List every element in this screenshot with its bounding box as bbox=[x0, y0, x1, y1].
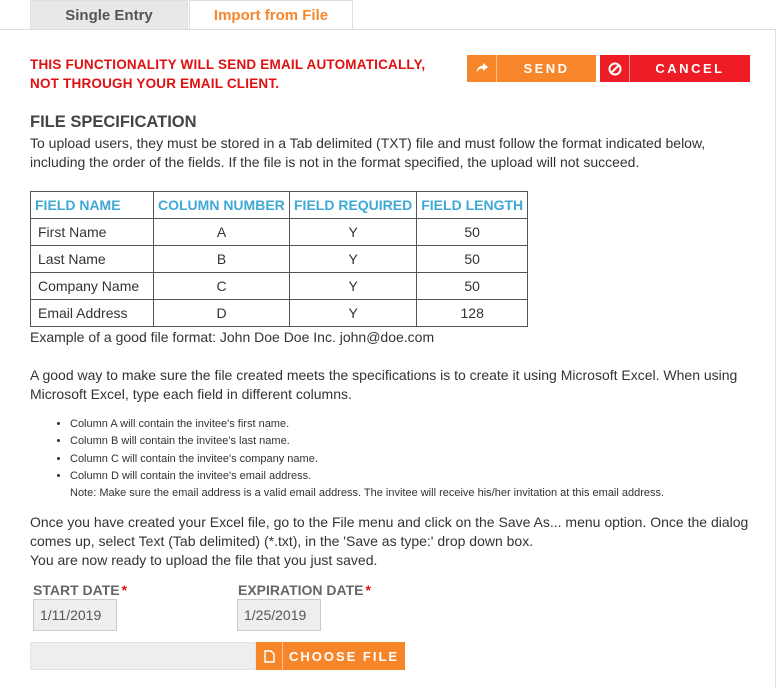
file-spec-title: FILE SPECIFICATION bbox=[30, 113, 197, 131]
ready-to-upload-text: You are now ready to upload the file that you just saved. bbox=[30, 552, 378, 568]
file-spec-table bbox=[30, 191, 528, 327]
tab-single-entry[interactable]: Single Entry bbox=[30, 0, 188, 30]
cell-field-name: First Name bbox=[31, 219, 154, 246]
cell-column-number: A bbox=[154, 219, 290, 246]
save-as-instructions: Once you have created your Excel file, go to the File menu and click on the Save As... menu option. Once the dialog comes up, select Text (Tab delimited) (*.txt), in the 'Save as type:' drop down box. bbox=[30, 514, 749, 549]
file-icon bbox=[256, 642, 283, 670]
file-format-example: Example of a good file format: John Doe Doe Inc. john@doe.com bbox=[30, 329, 435, 345]
file-spec-intro: To upload users, they must be stored in a Tab delimited (TXT) file and must follow the format indicated below, including the order of the fields. If the file is not in the format specified, the upload will not succeed. bbox=[30, 135, 706, 170]
cell-field-length: 128 bbox=[417, 300, 528, 327]
expiration-date-field[interactable]: 1/25/2019 bbox=[237, 599, 321, 631]
ban-icon bbox=[600, 55, 630, 82]
list-item bbox=[70, 468, 664, 503]
cell-column-number: B bbox=[154, 246, 290, 273]
list-item-text: Column D will contain the invitee's email address. bbox=[70, 469, 312, 482]
list-item: • Column A will contain the invitee's first name. bbox=[70, 416, 664, 433]
email-validity-note: Note: Make sure the email address is a valid email address. The invitee will receive his/her invitation at this email address. bbox=[70, 487, 665, 500]
header-field-name: FIELD NAME bbox=[31, 192, 154, 219]
excel-intro: A good way to make sure the file created meets the specifications is to create it using Microsoft Excel. When using Microsoft Excel, type each field in different columns. bbox=[30, 367, 738, 402]
send-button-label: SEND bbox=[523, 61, 570, 76]
cell-column-number: D bbox=[154, 300, 290, 327]
column-instructions-list bbox=[70, 416, 664, 502]
expiration-date-label: EXPIRATION DATE * bbox=[238, 582, 371, 598]
auto-email-warning bbox=[30, 55, 460, 93]
table-row bbox=[31, 300, 528, 327]
cell-field-required: Y bbox=[290, 300, 417, 327]
tab-bar bbox=[0, 0, 777, 30]
cell-field-name: Last Name bbox=[31, 246, 154, 273]
cell-field-name: Company Name bbox=[31, 273, 154, 300]
list-item: • Column B will contain the invitee's last name. bbox=[70, 433, 664, 450]
list-item: • Column C will contain the invitee's company name. bbox=[70, 451, 664, 468]
header-column-number: COLUMN NUMBER bbox=[154, 192, 290, 219]
cell-field-length: 50 bbox=[417, 273, 528, 300]
table-row bbox=[31, 219, 528, 246]
cell-column-number: C bbox=[154, 273, 290, 300]
start-date-label: START DATE * bbox=[33, 582, 128, 598]
choose-file-label: CHOOSE FILE bbox=[288, 648, 400, 664]
table-header-row bbox=[31, 192, 528, 219]
send-button[interactable] bbox=[467, 55, 596, 82]
table-row bbox=[31, 246, 528, 273]
share-arrow-icon bbox=[467, 55, 497, 82]
start-date-field[interactable]: 1/11/2019 bbox=[33, 599, 117, 631]
cancel-button[interactable] bbox=[600, 55, 750, 82]
choose-file-button[interactable] bbox=[256, 642, 405, 670]
cell-field-name: Email Address bbox=[31, 300, 154, 327]
header-field-length: FIELD LENGTH bbox=[417, 192, 528, 219]
warning-line-2: NOT THROUGH YOUR EMAIL CLIENT. bbox=[30, 76, 280, 91]
tab-import-from-file[interactable]: Import from File bbox=[189, 0, 353, 30]
required-marker: * bbox=[121, 582, 128, 598]
header-field-required: FIELD REQUIRED bbox=[290, 192, 417, 219]
cell-field-required: Y bbox=[290, 219, 417, 246]
cancel-button-label: CANCEL bbox=[655, 61, 725, 76]
warning-line-1: THIS FUNCTIONALITY WILL SEND EMAIL AUTOMATICALLY, bbox=[30, 57, 426, 72]
cell-field-required: Y bbox=[290, 273, 417, 300]
cell-field-length: 50 bbox=[417, 246, 528, 273]
cell-field-required: Y bbox=[290, 246, 417, 273]
table-row bbox=[31, 273, 528, 300]
file-path-input[interactable] bbox=[30, 642, 256, 670]
required-marker: * bbox=[365, 582, 371, 598]
cell-field-length: 50 bbox=[417, 219, 528, 246]
